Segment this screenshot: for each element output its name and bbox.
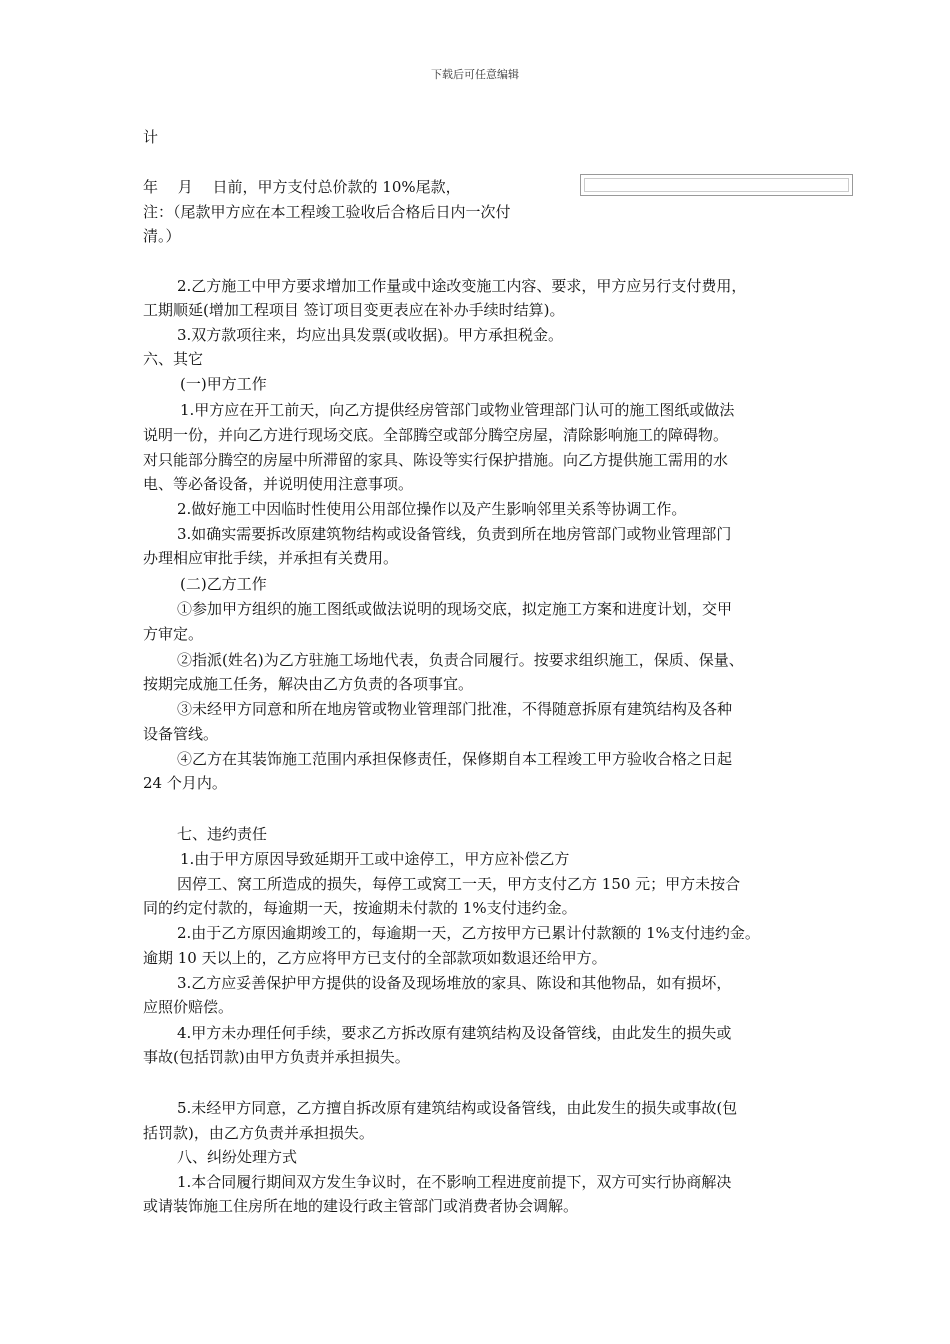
text-line: 工期顺延(增加工程项目 签订项目变更表应在补办手续时结算)。 <box>143 301 565 319</box>
text-line: 逾期 10 天以上的，乙方应将甲方已支付的全部款项如数退还给甲方。 <box>143 949 607 967</box>
text-line: 清。） <box>143 227 181 245</box>
section-heading: 七、违约责任 <box>177 825 268 843</box>
section-heading: 八、纠纷处理方式 <box>177 1148 298 1166</box>
text-line: 应照价赔偿。 <box>143 998 234 1016</box>
text-line: 3.如确实需要拆改原建筑物结构或设备管线，负责到所在地房管部门或物业管理部门 <box>177 525 732 543</box>
text-line: 或请装饰施工住房所在地的建设行政主管部门或消费者协会调解。 <box>143 1197 579 1215</box>
text-line: 同的约定付款的，每逾期一天，按逾期未付款的 1%支付违约金。 <box>143 899 577 917</box>
text-line: 说明一份，并向乙方进行现场交底。全部腾空或部分腾空房屋，清除影响施工的障碍物。 <box>143 426 729 444</box>
page-header: 下载后可任意编辑 <box>431 68 519 81</box>
text-line: 对只能部分腾空的房屋中所滞留的家具、陈设等实行保护措施。向乙方提供施工需用的水 <box>143 451 729 469</box>
text-line: ④乙方在其装饰施工范围内承担保修责任，保修期自本工程竣工甲方验收合格之日起 <box>177 750 733 768</box>
text-line: 2.由于乙方原因逾期竣工的，每逾期一天，乙方按甲方已累计付款额的 1%支付违约金。 <box>177 924 760 942</box>
text-line: ③未经甲方同意和所在地房管或物业管理部门批准，不得随意拆原有建筑结构及各种 <box>177 700 733 718</box>
text-line: 1.甲方应在开工前天，向乙方提供经房管部门或物业管理部门认可的施工图纸或做法 <box>180 401 735 419</box>
text-line: 年 月 日前，甲方支付总价款的 10%尾款， <box>143 178 461 196</box>
text-line: 2.做好施工中因临时性使用公用部位操作以及产生影响邻里关系等协调工作。 <box>177 500 687 518</box>
text-line: 4.甲方未办理任何手续，要求乙方拆改原有建筑结构及设备管线，由此发生的损失或 <box>177 1024 732 1042</box>
section-heading: 六、其它 <box>143 350 204 368</box>
text-line: ①参加甲方组织的施工图纸或做法说明的现场交底，拟定施工方案和进度计划，交甲 <box>177 600 733 618</box>
text-line: 5.未经甲方同意，乙方擅自拆改原有建筑结构或设备管线，由此发生的损失或事故(包 <box>177 1099 738 1117</box>
text-line: 按期完成施工任务，解决由乙方负责的各项事宜。 <box>143 675 474 693</box>
text-line: 办理相应审批手续，并承担有关费用。 <box>143 549 399 567</box>
text-line: 1.本合同履行期间双方发生争议时，在不影响工程进度前提下，双方可实行协商解决 <box>177 1173 732 1191</box>
text-line: 3.双方款项往来，均应出具发票(或收据)。甲方承担税金。 <box>177 326 564 344</box>
subsection-heading: (二)乙方工作 <box>180 575 267 593</box>
text-line: 电、等必备设备，并说明使用注意事项。 <box>143 475 414 493</box>
text-line: 方审定。 <box>143 625 204 643</box>
text-line: ②指派(姓名)为乙方驻施工场地代表，负责合同履行。按要求组织施工，保质、保量、 <box>177 651 744 669</box>
text-line: 2.乙方施工中甲方要求增加工作量或中途改变施工内容、要求，甲方应另行支付费用， <box>177 277 747 295</box>
text-line: 计 <box>143 128 159 146</box>
text-line: 设备管线。 <box>143 725 219 743</box>
text-line: 24 个月内。 <box>143 774 227 792</box>
subsection-heading: (一)甲方工作 <box>180 375 267 393</box>
text-line: 3.乙方应妥善保护甲方提供的设备及现场堆放的家具、陈设和其他物品，如有损坏， <box>177 974 732 992</box>
text-line: 1.由于甲方原因导致延期开工或中途停工，甲方应补偿乙方 <box>180 850 570 868</box>
text-line: 事故(包括罚款)由甲方负责并承担损失。 <box>143 1048 410 1066</box>
text-line: 括罚款)，由乙方负责并承担损失。 <box>143 1124 374 1142</box>
blank-input-box <box>580 174 853 196</box>
text-line: 注：（尾款甲方应在本工程竣工验收后合格后日内一次付 <box>143 203 511 221</box>
text-line: 因停工、窝工所造成的损失，每停工或窝工一天，甲方支付乙方 150 元；甲方未按合 <box>177 875 741 893</box>
